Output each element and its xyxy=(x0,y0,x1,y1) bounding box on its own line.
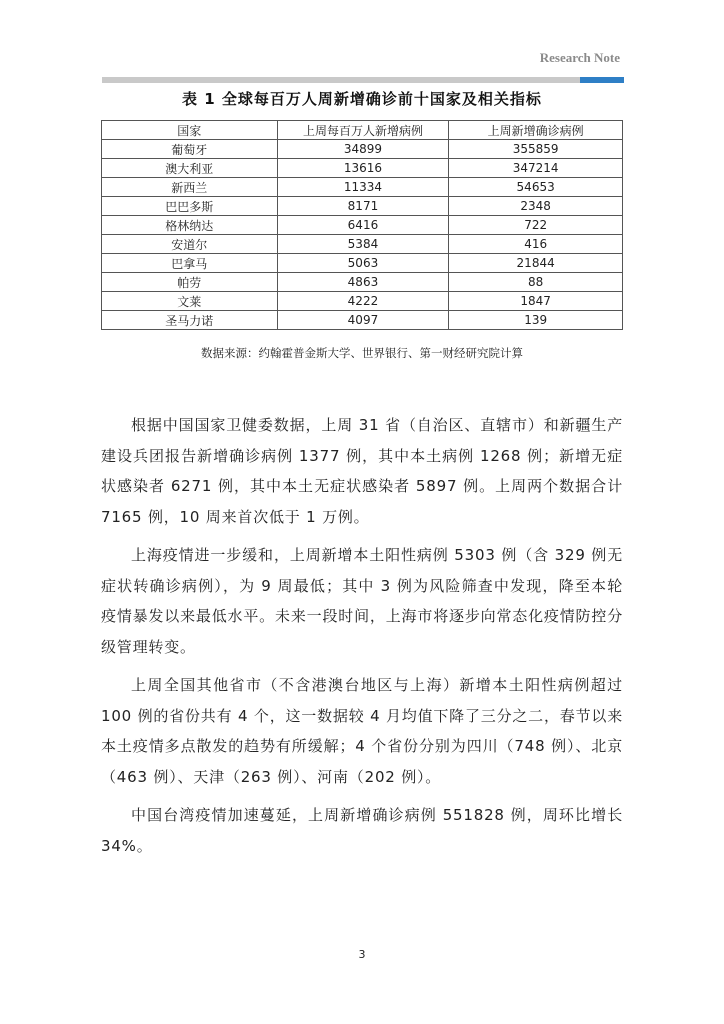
paragraph: 上周全国其他省市（不含港澳台地区与上海）新增本土阳性病例超过 100 例的省份共有 4 个，这一数据较 4 月均值下降了三分之二，春节以来本土疫情多点散发的趋势有所缓解；4 个省份分别为四川（748 例）、北京（463 例）、天津（263 例）、河南（202 例）。 xyxy=(101,676,623,786)
header-country: 国家 xyxy=(102,121,278,140)
cell-country: 圣马力诺 xyxy=(102,311,278,330)
header-new-cases: 上周新增确诊病例 xyxy=(449,121,623,140)
cell-new-cases: 2348 xyxy=(449,197,623,216)
cell-new-cases: 88 xyxy=(449,273,623,292)
cell-per-million: 4863 xyxy=(277,273,449,292)
table-row xyxy=(102,140,623,159)
header-rule xyxy=(102,77,580,83)
header-per-million: 上周每百万人新增病例 xyxy=(277,121,449,140)
cell-country: 葡萄牙 xyxy=(102,140,278,159)
cell-country: 巴拿马 xyxy=(102,254,278,273)
table-row xyxy=(102,235,623,254)
cell-new-cases: 1847 xyxy=(449,292,623,311)
table-title: 表 1 全球每百万人周新增确诊前十国家及相关指标 xyxy=(182,90,542,108)
table-source: 数据来源：约翰霍普金斯大学、世界银行、第一财经研究院计算 xyxy=(201,346,523,360)
research-note-label: Research Note xyxy=(539,50,620,65)
cell-per-million: 5384 xyxy=(277,235,449,254)
cell-country: 文莱 xyxy=(102,292,278,311)
paragraph: 上海疫情进一步缓和，上周新增本土阳性病例 5303 例（含 329 例无症状转确诊病例），为 9 周最低；其中 3 例为风险筛查中发现，降至本轮疫情暴发以来最低水平。未来一段时间，上海市将逐步向常态化疫情防控分级管理转变。 xyxy=(101,546,623,656)
cell-country: 巴巴多斯 xyxy=(102,197,278,216)
cell-new-cases: 722 xyxy=(449,216,623,235)
cell-country: 新西兰 xyxy=(102,178,278,197)
table-header-row xyxy=(102,121,623,140)
cell-per-million: 13616 xyxy=(277,159,449,178)
cell-new-cases: 21844 xyxy=(449,254,623,273)
cell-per-million: 11334 xyxy=(277,178,449,197)
table-row xyxy=(102,178,623,197)
body-text xyxy=(101,410,623,869)
table-row xyxy=(102,292,623,311)
page-number: 3 xyxy=(358,948,366,961)
cell-new-cases: 355859 xyxy=(449,140,623,159)
cell-per-million: 4222 xyxy=(277,292,449,311)
cell-per-million: 8171 xyxy=(277,197,449,216)
header-rule-accent xyxy=(580,77,624,83)
paragraph: 根据中国国家卫健委数据，上周 31 省（自治区、直辖市）和新疆生产建设兵团报告新增确诊病例 1377 例，其中本土病例 1268 例；新增无症状感染者 6271 例，其中本土无症状感染者 5897 例。上周两个数据合计 7165 例，10 周来首次低于 1 万例。 xyxy=(101,416,623,526)
table-row xyxy=(102,197,623,216)
cell-per-million: 34899 xyxy=(277,140,449,159)
cell-new-cases: 347214 xyxy=(449,159,623,178)
table-row xyxy=(102,273,623,292)
table-row xyxy=(102,254,623,273)
cell-country: 安道尔 xyxy=(102,235,278,254)
cell-new-cases: 54653 xyxy=(449,178,623,197)
table-row xyxy=(102,159,623,178)
table-row xyxy=(102,311,623,330)
data-table xyxy=(101,120,623,330)
cell-new-cases: 416 xyxy=(449,235,623,254)
cell-per-million: 6416 xyxy=(277,216,449,235)
paragraph: 中国台湾疫情加速蔓延，上周新增确诊病例 551828 例，周环比增长 34%。 xyxy=(101,806,623,855)
cell-per-million: 5063 xyxy=(277,254,449,273)
cell-new-cases: 139 xyxy=(449,311,623,330)
table-row xyxy=(102,216,623,235)
cell-country: 格林纳达 xyxy=(102,216,278,235)
cell-country: 澳大利亚 xyxy=(102,159,278,178)
cell-country: 帕劳 xyxy=(102,273,278,292)
cell-per-million: 4097 xyxy=(277,311,449,330)
